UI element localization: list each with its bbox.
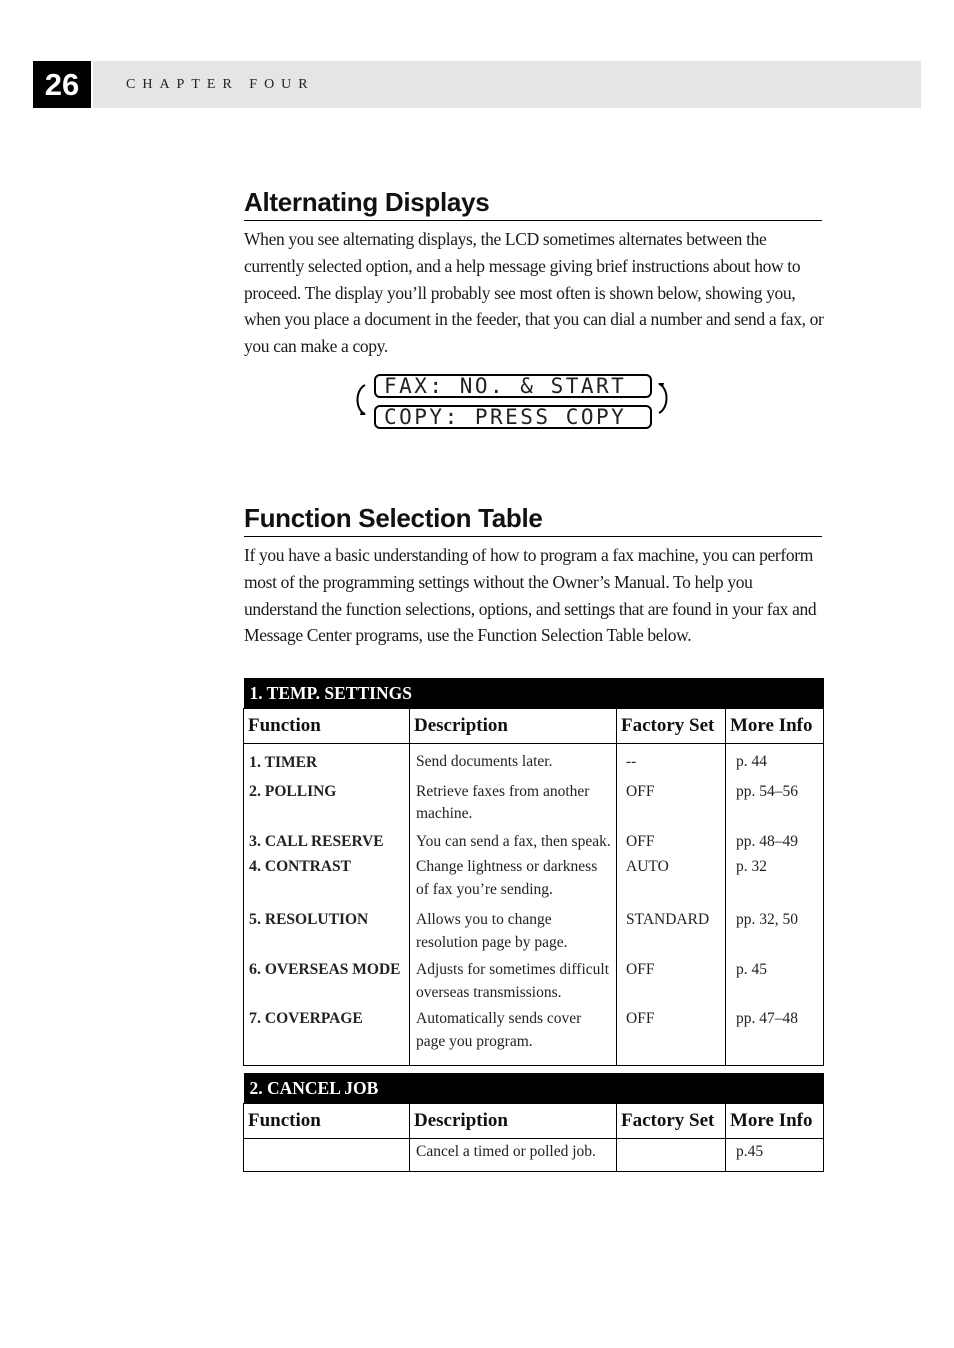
table-row: [244, 954, 824, 1004]
function-name: CONTRAST: [264, 858, 352, 875]
more-info-reference: p. 45: [726, 954, 824, 1004]
function-description: Automatically sends cover page you program.: [410, 1004, 617, 1066]
column-header-description: Description: [410, 709, 617, 744]
column-header-function: Function: [244, 1104, 410, 1139]
chapter-title: CHAPTER FOUR: [126, 77, 315, 92]
column-header-more-info: More Info: [726, 1104, 824, 1139]
row-number: 3.: [249, 832, 261, 850]
row-number: 4.: [249, 858, 261, 875]
page-number: 26: [33, 61, 91, 108]
function-description: You can send a fax, then speak.: [410, 826, 617, 854]
table-row: [244, 901, 824, 954]
section-title-function-selection-table: Function Selection Table: [244, 502, 822, 537]
function-name: POLLING: [264, 782, 337, 800]
table-row: [244, 744, 824, 775]
factory-setting: STANDARD: [617, 901, 726, 954]
function-description: Adjusts for sometimes difficult overseas transmissions.: [410, 954, 617, 1004]
function-description: Allows you to change resolution page by page.: [410, 901, 617, 954]
function-name: TIMER: [264, 754, 318, 771]
column-header-description: Description: [410, 1104, 617, 1139]
row-number: 1.: [249, 754, 261, 771]
function-description: Cancel a timed or polled job.: [410, 1139, 617, 1172]
more-info-reference: p.45: [726, 1139, 824, 1172]
function-name: OVERSEAS MODE: [264, 961, 401, 978]
function-name: RESOLUTION: [264, 911, 369, 928]
row-number: 7.: [249, 1010, 261, 1027]
lcd-line-1: FAX: NO. & START: [374, 374, 652, 398]
factory-setting: OFF: [617, 954, 726, 1004]
cancel-job-title: 2. CANCEL JOB: [244, 1073, 824, 1104]
more-info-reference: pp. 54–56: [726, 775, 824, 826]
more-info-reference: pp. 47–48: [726, 1004, 824, 1066]
lcd-display-illustration: [352, 372, 674, 434]
cancel-job-table: [243, 1073, 824, 1172]
factory-setting: --: [617, 744, 726, 775]
table-row: [244, 826, 824, 854]
row-number: 2.: [249, 782, 261, 800]
more-info-reference: p. 44: [726, 744, 824, 775]
lcd-line-2: COPY: PRESS COPY: [374, 405, 652, 429]
table-row: [244, 853, 824, 901]
column-header-more-info: More Info: [726, 709, 824, 744]
function-description: Change lightness or darkness of fax you’re sending.: [410, 853, 617, 901]
temp-settings-title: 1. TEMP. SETTINGS: [244, 678, 824, 709]
factory-setting: [617, 1139, 726, 1172]
alternating-displays-paragraph: When you see alternating displays, the LCD sometimes alternates between the currently selected option, and a help message giving brief instructions about how to proceed. The display you’ll probably see most often is shown below, showing you, when you place a document in the feeder, that you can dial a number and send a fax, or you can make a copy.: [244, 229, 824, 357]
function-description: Retrieve faxes from another machine.: [410, 775, 617, 826]
function-name: CALL RESERVE: [264, 832, 384, 850]
alternate-arrow-right-icon: [656, 382, 670, 416]
function-selection-paragraph: If you have a basic understanding of how to program a fax machine, you can perform most of the programming settings without the Owner’s Manual. To help you understand the function selections, options, and settings that are found in your fax and Message Center programs, use the Function Selection Table below.: [244, 545, 817, 646]
table-row: [244, 775, 824, 826]
temp-settings-table: [243, 678, 824, 1066]
more-info-reference: pp. 32, 50: [726, 901, 824, 954]
row-number: 6.: [249, 961, 261, 978]
factory-setting: AUTO: [617, 853, 726, 901]
function-description: Send documents later.: [410, 744, 617, 775]
column-header-function: Function: [244, 709, 410, 744]
table-row: [244, 1139, 824, 1172]
function-name: [244, 1139, 410, 1172]
column-header-factory-set: Factory Set: [617, 1104, 726, 1139]
more-info-reference: p. 32: [726, 853, 824, 901]
more-info-reference: pp. 48–49: [726, 826, 824, 854]
column-header-factory-set: Factory Set: [617, 709, 726, 744]
function-name: COVERPAGE: [264, 1010, 363, 1027]
alternate-arrow-left-icon: [354, 382, 368, 416]
factory-setting: OFF: [617, 826, 726, 854]
factory-setting: OFF: [617, 1004, 726, 1066]
section-title-alternating-displays: Alternating Displays: [244, 186, 822, 221]
table-row: [244, 1004, 824, 1066]
row-number: 5.: [249, 911, 261, 928]
factory-setting: OFF: [617, 775, 726, 826]
